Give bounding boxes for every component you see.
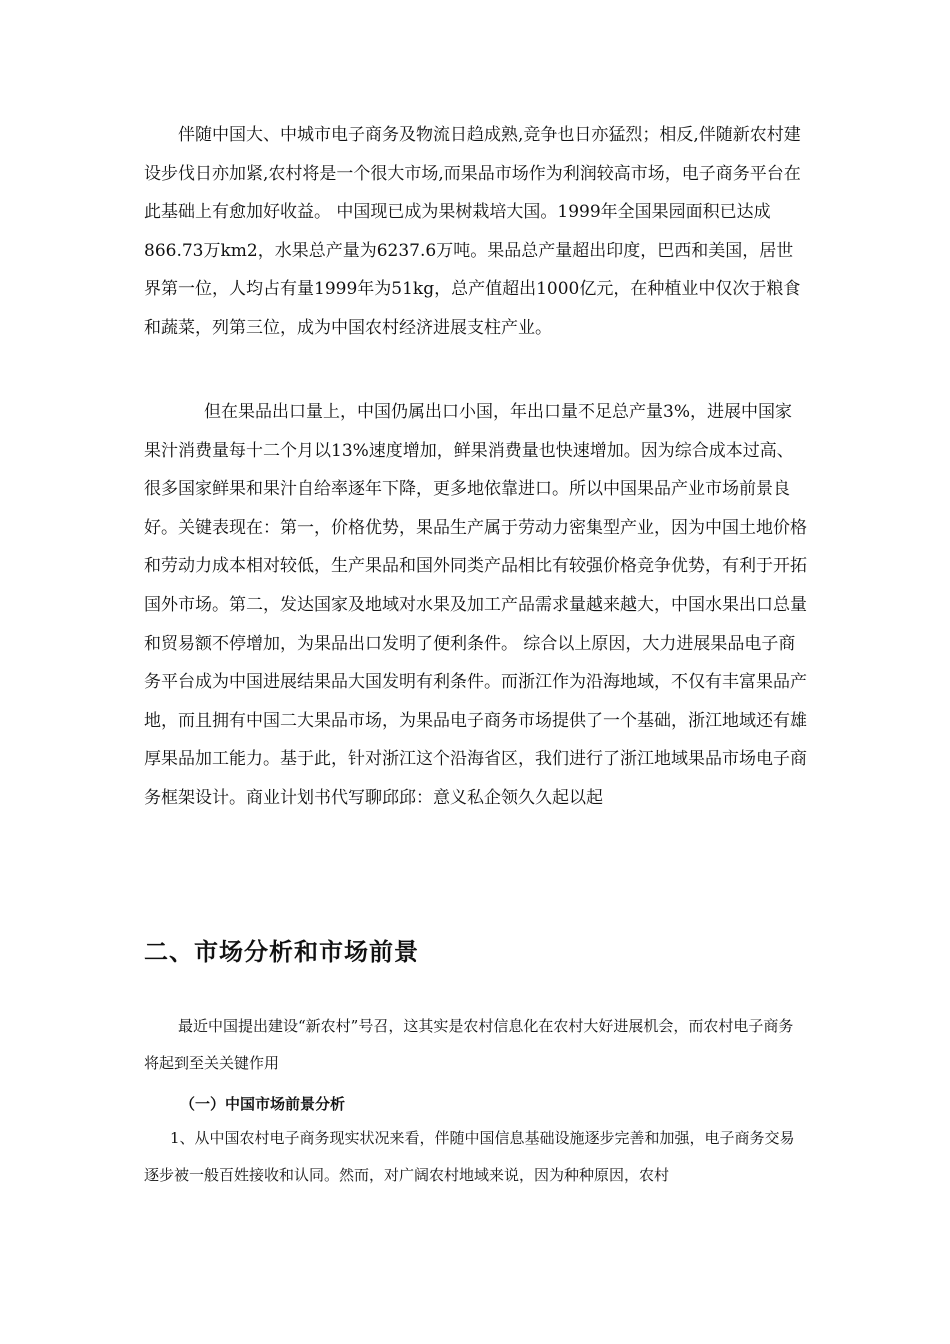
section-heading: 二、市场分析和市场前景 (144, 937, 419, 966)
body-paragraph-1: 伴随中国大、中城市电子商务及物流日趋成熟,竞争也日亦猛烈；相反,伴随新农村建设步伐日亦加紧,农村将是一个很大市场,而果品市场作为利润较高市场，电子商务平台在此基础上有愈加好收益。 中国现已成为果树栽培大国。1999年全国果园面积已达成866.73万km2，水果总产量为6237.6万吨。果品总产量超出印度，巴西和美国，居世界第一位，人均占有量1999年为51kg，总产值超出1000亿元，在种植业中仅次于粮食和蔬菜，列第三位，成为中国农村经济进展支柱产业。 (144, 125, 801, 338)
body-paragraph-2: 但在果品出口量上，中国仍属出口小国，年出口量不足总产量3%，进展中国家果汁消费量每十二个月以13%速度增加，鲜果消费量也快速增加。因为综合成本过高、很多国家鲜果和果汁自给率逐年下降，更多地依靠进口。所以中国果品产业市场前景良好。关键表现在：第一，价格优势，果品生产属于劳动力密集型产业，因为中国土地价格和劳动力成本相对较低，生产果品和国外同类产品相比有较强价格竞争优势，有利于开拓国外市场。第二，发达国家及地域对水果及加工产品需求量越来越大，中国水果出口总量和贸易额不停增加，为果品出口发明了便利条件。 综合以上原因，大力进展果品电子商务平台成为中国进展结果品大国发明有利条件。而浙江作为沿海地域，不仅有丰富果品产地，而且拥有中国二大果品市场，为果品电子商务市场提供了一个基础，浙江地域还有雄厚果品加工能力。基于此，针对浙江这个沿海省区，我们进行了浙江地域果品市场电子商务框架设计。商业计划书代写聊邱邱：意义私企领久久起以起 (144, 402, 807, 808)
body-paragraph-3: 最近中国提出建设“新农村”号召，这其实是农村信息化在农村大好进展机会，而农村电子商务将起到至关关键作用 (144, 1017, 794, 1072)
body-paragraph-4: 1、从中国农村电子商务现实状况来看，伴随中国信息基础设施逐步完善和加强，电子商务交易逐步被一般百姓接收和认同。然而，对广阔农村地域来说，因为种种原因，农村 (144, 1129, 795, 1184)
sub-heading: （一）中国市场前景分析 (180, 1095, 346, 1113)
